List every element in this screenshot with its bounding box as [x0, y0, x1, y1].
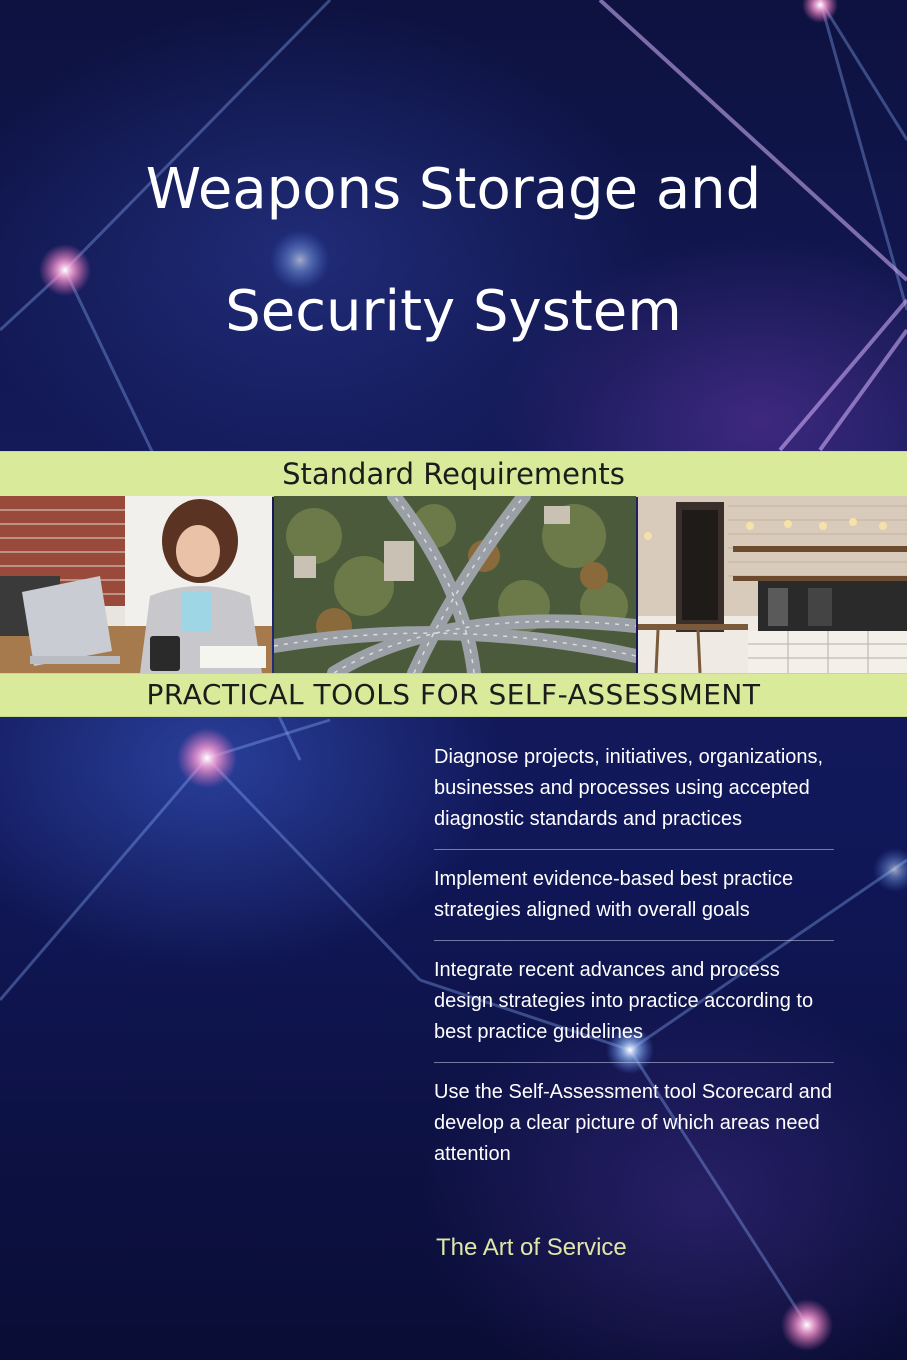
benefits-list — [434, 742, 834, 1198]
book-title-line-2: Security System — [225, 279, 682, 344]
photo-strip — [0, 496, 907, 673]
tagline: PRACTICAL TOOLS FOR SELF-ASSESSMENT — [146, 678, 761, 711]
publisher-name: The Art of Service — [436, 1234, 627, 1261]
benefit-item: Integrate recent advances and process design strategies into practice according to best practice guidelines — [434, 955, 834, 1063]
benefit-item: Diagnose projects, initiatives, organizations, businesses and processes using accepted diagnostic standards and practices — [434, 742, 834, 850]
book-title-line-1: Weapons Storage and — [145, 157, 762, 222]
photo-cafe-interior — [638, 496, 907, 673]
photo-office — [0, 496, 272, 673]
benefit-item: Use the Self-Assessment tool Scorecard and develop a clear picture of which areas need attention — [434, 1081, 832, 1165]
subtitle-band — [0, 451, 907, 497]
photo-city-highway — [274, 496, 636, 673]
benefit-item: Implement evidence-based best practice strategies aligned with overall goals — [434, 864, 834, 941]
tagline-band — [0, 673, 907, 717]
subtitle: Standard Requirements — [282, 457, 625, 491]
